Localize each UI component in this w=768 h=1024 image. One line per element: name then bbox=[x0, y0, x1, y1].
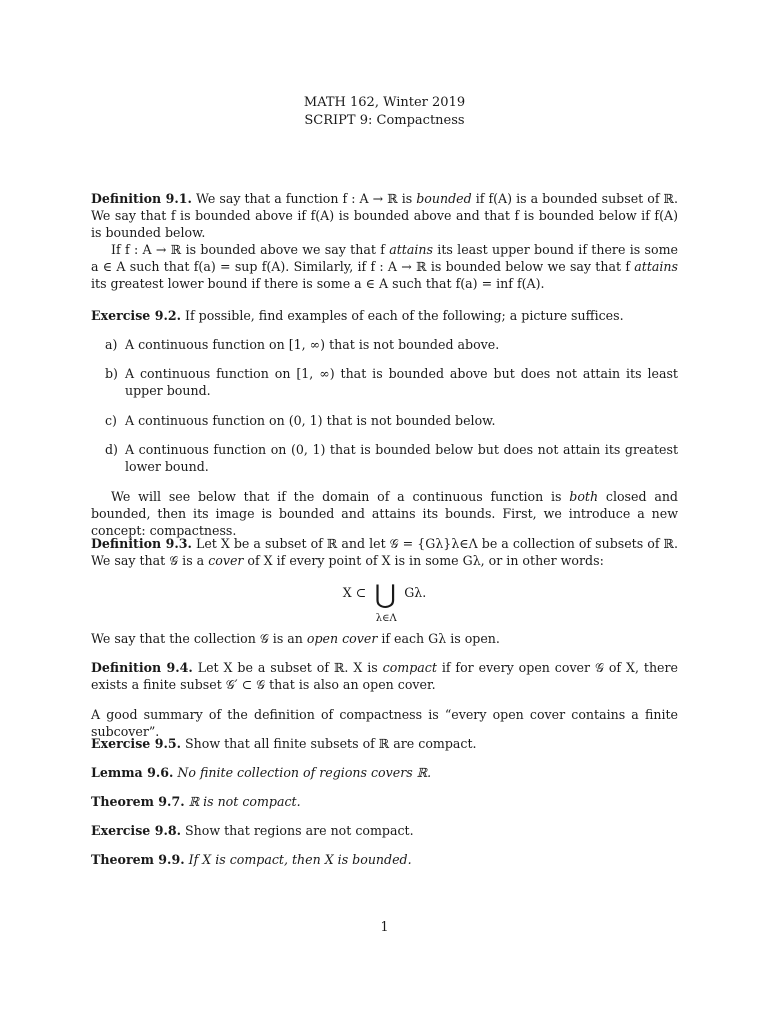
exercise-9-8: Exercise 9.8. Show that regions are not compact. bbox=[91, 823, 414, 838]
list-item: c) A continuous function on (0, 1) that is not bounded below. bbox=[105, 413, 496, 428]
definition-9-4: Definition 9.4. Let X be a subset of ℝ. X is compact if for every open cover 𝒢 of X, there exists a finite subset 𝒢′ ⊂ 𝒢 that is also an open cover. bbox=[91, 660, 678, 692]
union-symbol: ⋃ bbox=[374, 580, 396, 610]
page-number: 1 bbox=[380, 919, 389, 934]
cover-equation: X ⊂ ⋃ λ∈Λ Gλ. bbox=[91, 582, 678, 608]
exercise-label: Exercise 9.2. bbox=[91, 308, 181, 323]
definition-label: Definition 9.4. bbox=[91, 660, 193, 675]
exercise-9-2: Exercise 9.2. If possible, find examples of each of the following; a picture suffices. bbox=[91, 308, 624, 323]
list-item: a) A continuous function on [1, ∞) that is not bounded above. bbox=[105, 337, 500, 352]
theorem-9-9: Theorem 9.9. If X is compact, then X is bounded. bbox=[91, 852, 412, 867]
lemma-9-6: Lemma 9.6. No finite collection of regions covers ℝ. bbox=[91, 765, 432, 780]
theorem-9-7: Theorem 9.7. ℝ is not compact. bbox=[91, 794, 301, 809]
union-index: λ∈Λ bbox=[375, 613, 397, 624]
list-item: d) A continuous function on (0, 1) that is bounded below but does not attain its greatest lower bound. bbox=[105, 442, 678, 474]
definition-9-1: Definition 9.1. We say that a function f : A → ℝ is bounded if f(A) is a bounded subset of ℝ. We say that f is bounded above if f(A) is bounded above and that f is bounded below if f(A) is bounded below. If f : A → ℝ is bounded above we say that f attains its least upper bound if there is some a ∈ A such that f(a) = sup f(A). Similarly, if f : A → ℝ is bounded below we say that f attains its greatest lower bound if there is some a ∈ A such that f(a) = inf f(A). bbox=[91, 191, 678, 291]
intro-paragraph: We will see below that if the domain of a continuous function is both closed and bounded, then its image is bounded and attains its bounds. First, we introduce a new concept: compactness. bbox=[91, 489, 678, 538]
summary-paragraph: A good summary of the definition of compactness is “every open cover contains a finite subcover”. bbox=[91, 707, 678, 739]
definition-9-3: Definition 9.3. Let X be a subset of ℝ and let 𝒢 = {Gλ}λ∈Λ be a collection of subsets of ℝ. We say that 𝒢 is a cover of X if every point of X is in some Gλ, or in other words: bbox=[91, 536, 678, 568]
exercise-9-5: Exercise 9.5. Show that all finite subsets of ℝ are compact. bbox=[91, 736, 477, 751]
definition-label: Definition 9.1. bbox=[91, 191, 192, 206]
course-title: MATH 162, Winter 2019 bbox=[303, 95, 466, 110]
open-cover-definition: We say that the collection 𝒢 is an open cover if each Gλ is open. bbox=[91, 631, 500, 646]
list-item: b) A continuous function on [1, ∞) that is bounded above but does not attain its least upper bound. bbox=[105, 366, 678, 398]
script-title: SCRIPT 9: Compactness bbox=[304, 113, 465, 128]
document-header bbox=[91, 94, 678, 130]
definition-label: Definition 9.3. bbox=[91, 536, 192, 551]
